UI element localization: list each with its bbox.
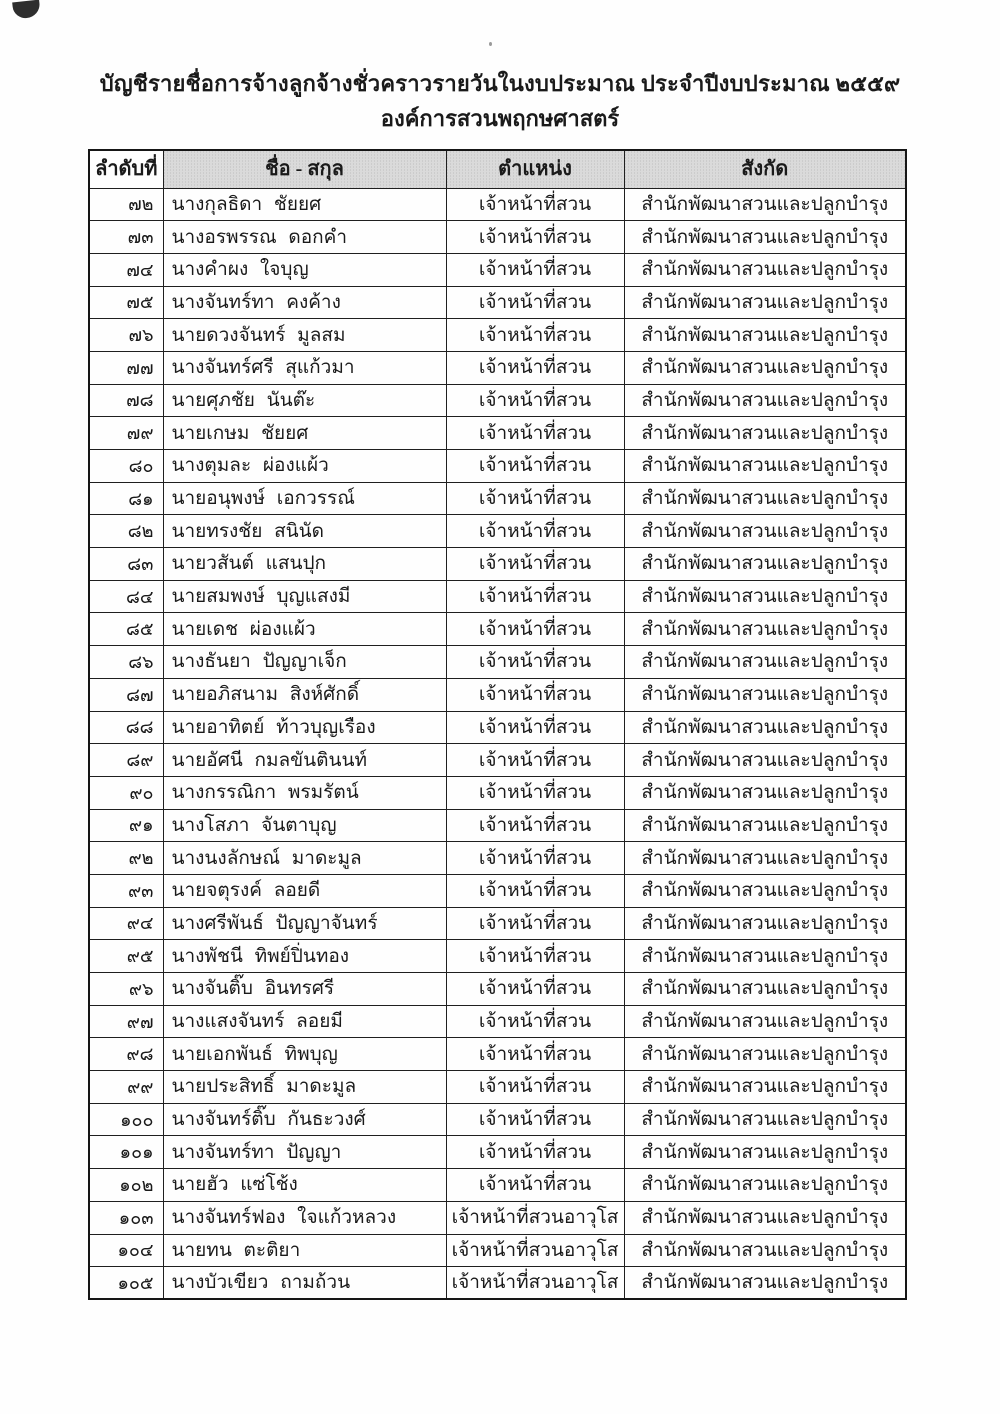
order-number-cell: ๑๐๒ — [89, 1169, 163, 1202]
affiliation-cell: สำนักพัฒนาสวนและปลูกบำรุง — [624, 1005, 906, 1038]
employee-roster-table — [88, 149, 907, 1300]
order-number-cell: ๙๗ — [89, 1005, 163, 1038]
name-cell: นางจันทร์ทา ปัญญา — [163, 1136, 446, 1169]
affiliation-cell: สำนักพัฒนาสวนและปลูกบำรุง — [624, 221, 906, 254]
position-cell: เจ้าหน้าที่สวน — [446, 646, 624, 679]
order-number-cell: ๗๓ — [89, 221, 163, 254]
affiliation-cell: สำนักพัฒนาสวนและปลูกบำรุง — [624, 351, 906, 384]
position-cell: เจ้าหน้าที่สวน — [446, 253, 624, 286]
affiliation-cell: สำนักพัฒนาสวนและปลูกบำรุง — [624, 384, 906, 417]
table-row — [89, 744, 906, 777]
position-cell: เจ้าหน้าที่สวน — [446, 711, 624, 744]
position-cell: เจ้าหน้าที่สวน — [446, 776, 624, 809]
affiliation-cell: สำนักพัฒนาสวนและปลูกบำรุง — [624, 450, 906, 483]
affiliation-cell: สำนักพัฒนาสวนและปลูกบำรุง — [624, 482, 906, 515]
name-cell: นางแสงจันทร์ ลอยมี — [163, 1005, 446, 1038]
order-number-cell: ๑๐๑ — [89, 1136, 163, 1169]
position-cell: เจ้าหน้าที่สวน — [446, 973, 624, 1006]
table-row — [89, 1169, 906, 1202]
position-cell: เจ้าหน้าที่สวน — [446, 842, 624, 875]
position-cell: เจ้าหน้าที่สวน — [446, 1169, 624, 1202]
table-body — [89, 188, 906, 1299]
document-subtitle: องค์การสวนพฤกษศาสตร์ — [380, 106, 620, 131]
table-row — [89, 319, 906, 352]
affiliation-cell: สำนักพัฒนาสวนและปลูกบำรุง — [624, 776, 906, 809]
order-number-cell: ๑๐๔ — [89, 1234, 163, 1267]
table-row — [89, 188, 906, 221]
table-row — [89, 515, 906, 548]
affiliation-cell: สำนักพัฒนาสวนและปลูกบำรุง — [624, 711, 906, 744]
position-cell: เจ้าหน้าที่สวน — [446, 940, 624, 973]
order-number-cell: ๘๙ — [89, 744, 163, 777]
affiliation-cell: สำนักพัฒนาสวนและปลูกบำรุง — [624, 744, 906, 777]
table-row — [89, 286, 906, 319]
position-cell: เจ้าหน้าที่สวน — [446, 907, 624, 940]
affiliation-cell: สำนักพัฒนาสวนและปลูกบำรุง — [624, 286, 906, 319]
affiliation-cell: สำนักพัฒนาสวนและปลูกบำรุง — [624, 1201, 906, 1234]
order-number-cell: ๘๑ — [89, 482, 163, 515]
position-cell: เจ้าหน้าที่สวน — [446, 384, 624, 417]
order-number-cell: ๗๒ — [89, 188, 163, 221]
order-number-cell: ๗๕ — [89, 286, 163, 319]
name-cell: นางกรรณิกา พรมรัตน์ — [163, 776, 446, 809]
table-row — [89, 1038, 906, 1071]
column-header-order-no: ลำดับที่ — [89, 150, 163, 188]
order-number-cell: ๘๐ — [89, 450, 163, 483]
order-number-cell: ๘๔ — [89, 580, 163, 613]
name-cell: นางตุมละ ผ่องแผ้ว — [163, 450, 446, 483]
name-cell: นายอนุพงษ์ เอกวรรณ์ — [163, 482, 446, 515]
affiliation-cell: สำนักพัฒนาสวนและปลูกบำรุง — [624, 613, 906, 646]
affiliation-cell: สำนักพัฒนาสวนและปลูกบำรุง — [624, 809, 906, 842]
name-cell: นางพัชนี ทิพย์ปิ่นทอง — [163, 940, 446, 973]
affiliation-cell: สำนักพัฒนาสวนและปลูกบำรุง — [624, 1038, 906, 1071]
affiliation-cell: สำนักพัฒนาสวนและปลูกบำรุง — [624, 1267, 906, 1300]
position-cell: เจ้าหน้าที่สวน — [446, 1038, 624, 1071]
order-number-cell: ๙๖ — [89, 973, 163, 1006]
order-number-cell: ๙๕ — [89, 940, 163, 973]
order-number-cell: ๘๕ — [89, 613, 163, 646]
name-cell: นางจันทร์ศรี สุแก้วมา — [163, 351, 446, 384]
order-number-cell: ๙๒ — [89, 842, 163, 875]
column-header-name-surname: ชื่อ - สกุล — [163, 150, 446, 188]
table-row — [89, 776, 906, 809]
affiliation-cell: สำนักพัฒนาสวนและปลูกบำรุง — [624, 1234, 906, 1267]
name-cell: นางอรพรรณ ดอกคำ — [163, 221, 446, 254]
name-cell: นายประสิทธิ์ มาดะมูล — [163, 1071, 446, 1104]
table-row — [89, 548, 906, 581]
table-row — [89, 450, 906, 483]
name-cell: นายเดช ผ่องแผ้ว — [163, 613, 446, 646]
order-number-cell: ๘๘ — [89, 711, 163, 744]
order-number-cell: ๑๐๕ — [89, 1267, 163, 1300]
name-cell: นายจตุรงค์ ลอยดี — [163, 874, 446, 907]
name-cell: นางคำผง ใจบุญ — [163, 253, 446, 286]
position-cell: เจ้าหน้าที่สวน — [446, 613, 624, 646]
order-number-cell: ๘๒ — [89, 515, 163, 548]
name-cell: นางจันทร์ฟอง ใจแก้วหลวง — [163, 1201, 446, 1234]
affiliation-cell: สำนักพัฒนาสวนและปลูกบำรุง — [624, 1103, 906, 1136]
position-cell: เจ้าหน้าที่สวน — [446, 482, 624, 515]
order-number-cell: ๙๓ — [89, 874, 163, 907]
position-cell: เจ้าหน้าที่สวน — [446, 188, 624, 221]
position-cell: เจ้าหน้าที่สวน — [446, 1103, 624, 1136]
table-row — [89, 482, 906, 515]
affiliation-cell: สำนักพัฒนาสวนและปลูกบำรุง — [624, 1169, 906, 1202]
name-cell: นายทรงชัย สนินัด — [163, 515, 446, 548]
position-cell: เจ้าหน้าที่สวนอาวุโส — [446, 1267, 624, 1300]
affiliation-cell: สำนักพัฒนาสวนและปลูกบำรุง — [624, 973, 906, 1006]
table-row — [89, 940, 906, 973]
affiliation-cell: สำนักพัฒนาสวนและปลูกบำรุง — [624, 842, 906, 875]
name-cell: นางจันติ๊บ อินทรศรี — [163, 973, 446, 1006]
name-cell: นางธันยา ปัญญาเจ็ก — [163, 646, 446, 679]
position-cell: เจ้าหน้าที่สวน — [446, 580, 624, 613]
affiliation-cell: สำนักพัฒนาสวนและปลูกบำรุง — [624, 188, 906, 221]
table-row — [89, 711, 906, 744]
position-cell: เจ้าหน้าที่สวน — [446, 417, 624, 450]
affiliation-cell: สำนักพัฒนาสวนและปลูกบำรุง — [624, 907, 906, 940]
affiliation-cell: สำนักพัฒนาสวนและปลูกบำรุง — [624, 678, 906, 711]
position-cell: เจ้าหน้าที่สวน — [446, 1005, 624, 1038]
table-row — [89, 580, 906, 613]
order-number-cell: ๑๐๐ — [89, 1103, 163, 1136]
order-number-cell: ๙๙ — [89, 1071, 163, 1104]
name-cell: นายศุภชัย นันต๊ะ — [163, 384, 446, 417]
affiliation-cell: สำนักพัฒนาสวนและปลูกบำรุง — [624, 515, 906, 548]
scan-dot-artifact — [489, 42, 492, 46]
order-number-cell: ๙๐ — [89, 776, 163, 809]
order-number-cell: ๙๔ — [89, 907, 163, 940]
position-cell: เจ้าหน้าที่สวน — [446, 286, 624, 319]
position-cell: เจ้าหน้าที่สวน — [446, 1136, 624, 1169]
table-row — [89, 1136, 906, 1169]
name-cell: นางบัวเขียว ถามถ้วน — [163, 1267, 446, 1300]
position-cell: เจ้าหน้าที่สวนอาวุโส — [446, 1201, 624, 1234]
order-number-cell: ๘๓ — [89, 548, 163, 581]
affiliation-cell: สำนักพัฒนาสวนและปลูกบำรุง — [624, 417, 906, 450]
table-row — [89, 417, 906, 450]
position-cell: เจ้าหน้าที่สวน — [446, 874, 624, 907]
position-cell: เจ้าหน้าที่สวน — [446, 678, 624, 711]
table-header-row — [89, 150, 906, 188]
affiliation-cell: สำนักพัฒนาสวนและปลูกบำรุง — [624, 548, 906, 581]
name-cell: นางนงลักษณ์ มาดะมูล — [163, 842, 446, 875]
position-cell: เจ้าหน้าที่สวน — [446, 548, 624, 581]
name-cell: นายวสันต์ แสนปุก — [163, 548, 446, 581]
table-row — [89, 809, 906, 842]
name-cell: นายดวงจันทร์ มูลสม — [163, 319, 446, 352]
name-cell: นางศรีพันธ์ ปัญญาจันทร์ — [163, 907, 446, 940]
name-cell: นางกุลธิดา ชัยยศ — [163, 188, 446, 221]
table-row — [89, 613, 906, 646]
order-number-cell: ๘๗ — [89, 678, 163, 711]
position-cell: เจ้าหน้าที่สวน — [446, 351, 624, 384]
document-title: บัญชีรายชื่อการจ้างลูกจ้างชั่วคราวรายวันในงบประมาณ ประจำปีงบประมาณ ๒๕๕๙ — [99, 71, 901, 96]
affiliation-cell: สำนักพัฒนาสวนและปลูกบำรุง — [624, 874, 906, 907]
order-number-cell: ๗๙ — [89, 417, 163, 450]
position-cell: เจ้าหน้าที่สวน — [446, 744, 624, 777]
order-number-cell: ๗๖ — [89, 319, 163, 352]
table-row — [89, 1234, 906, 1267]
name-cell: นางจันทร์ติ๊บ กันธะวงศ์ — [163, 1103, 446, 1136]
table-row — [89, 973, 906, 1006]
column-header-position: ตำแหน่ง — [446, 150, 624, 188]
order-number-cell: ๘๖ — [89, 646, 163, 679]
position-cell: เจ้าหน้าที่สวน — [446, 319, 624, 352]
name-cell: นายอาทิตย์ ท้าวบุญเรือง — [163, 711, 446, 744]
column-header-affiliation: สังกัด — [624, 150, 906, 188]
name-cell: นายเอกพันธ์ ทิพบุญ — [163, 1038, 446, 1071]
name-cell: นายอภิสนาม สิงห์ศักดิ์ — [163, 678, 446, 711]
order-number-cell: ๗๔ — [89, 253, 163, 286]
affiliation-cell: สำนักพัฒนาสวนและปลูกบำรุง — [624, 940, 906, 973]
affiliation-cell: สำนักพัฒนาสวนและปลูกบำรุง — [624, 646, 906, 679]
table-row — [89, 221, 906, 254]
order-number-cell: ๗๘ — [89, 384, 163, 417]
order-number-cell: ๙๘ — [89, 1038, 163, 1071]
table-row — [89, 351, 906, 384]
name-cell: นางโสภา จันตาบุญ — [163, 809, 446, 842]
table-row — [89, 1005, 906, 1038]
table-row — [89, 1201, 906, 1234]
table-row — [89, 1267, 906, 1300]
name-cell: นายสมพงษ์ บุญแสงมี — [163, 580, 446, 613]
position-cell: เจ้าหน้าที่สวนอาวุโส — [446, 1234, 624, 1267]
table-row — [89, 1103, 906, 1136]
order-number-cell: ๑๐๓ — [89, 1201, 163, 1234]
table-row — [89, 384, 906, 417]
affiliation-cell: สำนักพัฒนาสวนและปลูกบำรุง — [624, 580, 906, 613]
table-row — [89, 842, 906, 875]
position-cell: เจ้าหน้าที่สวน — [446, 515, 624, 548]
name-cell: นายเกษม ชัยยศ — [163, 417, 446, 450]
table-row — [89, 678, 906, 711]
position-cell: เจ้าหน้าที่สวน — [446, 1071, 624, 1104]
scan-smudge-artifact — [12, 0, 41, 19]
order-number-cell: ๙๑ — [89, 809, 163, 842]
affiliation-cell: สำนักพัฒนาสวนและปลูกบำรุง — [624, 319, 906, 352]
affiliation-cell: สำนักพัฒนาสวนและปลูกบำรุง — [624, 1136, 906, 1169]
name-cell: นายอัศนี กมลขันตินนท์ — [163, 744, 446, 777]
name-cell: นายฮัว แซ่โช้ง — [163, 1169, 446, 1202]
order-number-cell: ๗๗ — [89, 351, 163, 384]
name-cell: นายทน ตะติยา — [163, 1234, 446, 1267]
position-cell: เจ้าหน้าที่สวน — [446, 809, 624, 842]
position-cell: เจ้าหน้าที่สวน — [446, 221, 624, 254]
table-row — [89, 646, 906, 679]
affiliation-cell: สำนักพัฒนาสวนและปลูกบำรุง — [624, 1071, 906, 1104]
table-row — [89, 253, 906, 286]
table-row — [89, 874, 906, 907]
position-cell: เจ้าหน้าที่สวน — [446, 450, 624, 483]
affiliation-cell: สำนักพัฒนาสวนและปลูกบำรุง — [624, 253, 906, 286]
name-cell: นางจันทร์ทา คงค้าง — [163, 286, 446, 319]
table-row — [89, 1071, 906, 1104]
table-row — [89, 907, 906, 940]
